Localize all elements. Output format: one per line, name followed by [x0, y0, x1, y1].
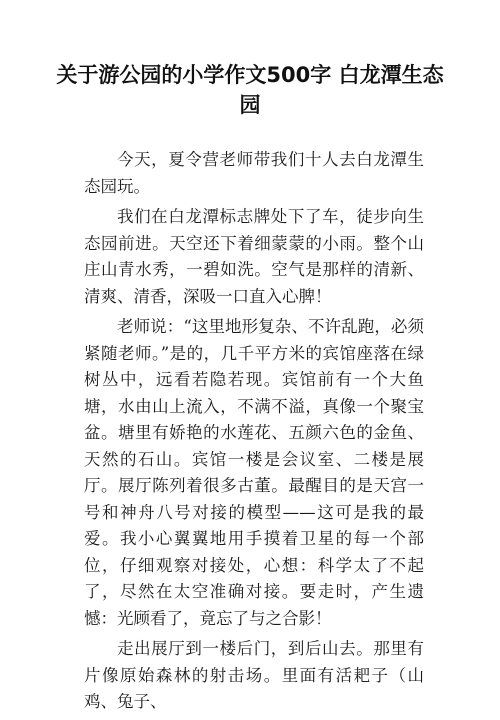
paragraph: 今天，夏令营老师带我们十人去白龙潭生态园玩。	[84, 150, 424, 196]
paragraph: 走出展厅到一楼后门，到后山去。那里有片像原始森林的射击场。里面有活耙子（山鸡、兔子、	[84, 639, 424, 711]
document-title: 关于游公园的小学作文500字 白龙潭生态园	[56, 63, 444, 117]
paragraph: 我们在白龙潭标志牌处下了车，徒步向生态园前进。天空还下着细蒙蒙的小雨。整个山庄山青水秀，一碧如洗。空气是那样的清新、清爽、清香，深吸一口直入心脾！	[84, 207, 424, 306]
paragraph: 老师说：“这里地形复杂、不许乱跑，必须紧随老师。”是的，几千平方米的宾馆座落在绿树丛中，远看若隐若现。宾馆前有一个大鱼塘，水由山上流入，不满不溢，真像一个聚宝盆。塘里有娇艳的水莲花、五颜六色的金鱼、天然的石山。宾馆一楼是会议室、二楼是展厅。展厅陈列着很多古董。最醒目的是天宫一号和神舟八号对接的模型——这可是我的最爱。我小心翼翼地用手摸着卫星的每一个部位，仔细观察对接处，心想：科学太了不起了，尽然在太空准确对接。要走时，产生遗憾：光顾看了，竟忘了与之合影！	[84, 317, 424, 628]
document-body	[84, 147, 424, 720]
